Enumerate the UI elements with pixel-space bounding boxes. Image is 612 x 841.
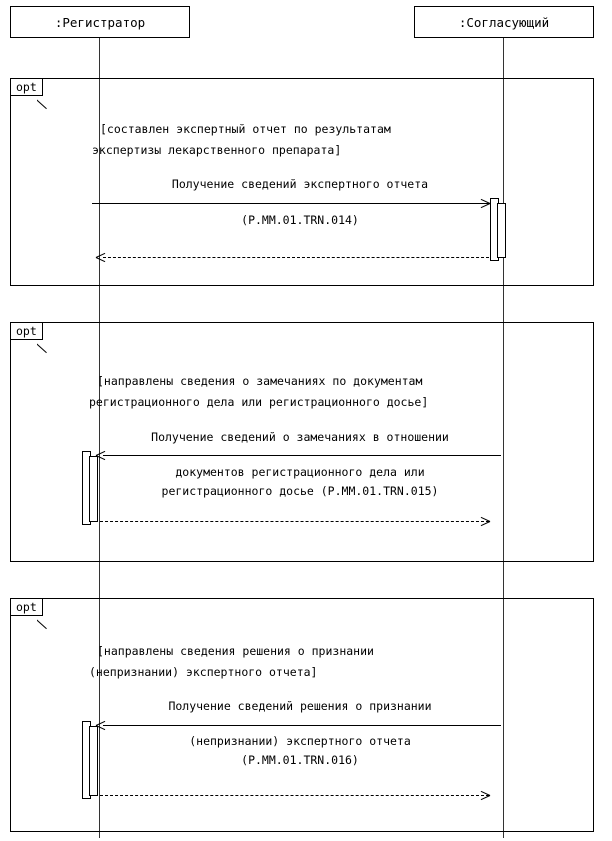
message-5-label-line-2: (непризнании) экспертного отчета: [189, 734, 411, 748]
message-3-line: [103, 455, 501, 456]
fragment-opt-3-guard-line-1: [направлены сведения решения о признании: [97, 644, 374, 658]
lifeline-label: :Согласующий: [458, 15, 550, 30]
fragment-opt-2-guard-line-1: [направлены сведения о замечаниях по документам: [97, 374, 423, 388]
message-3-label-line-1: Получение сведений о замечаниях в отношении: [151, 430, 449, 444]
message-6-arrowhead-icon: [481, 791, 490, 800]
fragment-operator-label: opt: [11, 599, 43, 616]
fragment-corner-icon: [37, 616, 51, 630]
activation-bar-3-inner: [89, 726, 98, 796]
message-6-return-line: [100, 795, 489, 796]
message-2-return-line: [103, 257, 489, 258]
message-1-arrowhead-icon: [481, 199, 490, 208]
fragment-opt-1-guard-line-1: [составлен экспертный отчет по результатам: [100, 122, 391, 136]
message-5-line: [103, 725, 501, 726]
message-5-label-line-1: Получение сведений решения о признании: [168, 699, 432, 713]
fragment-opt-3: [10, 598, 594, 832]
fragment-corner-icon: [37, 340, 51, 354]
lifeline-head-registrator[interactable]: [10, 6, 190, 38]
message-4-return-line: [100, 521, 489, 522]
activation-bar-1-inner: [497, 203, 506, 258]
lifeline-head-soglasuyushchiy[interactable]: [414, 6, 594, 38]
fragment-operator-label: opt: [11, 79, 43, 96]
message-2-arrowhead-icon: [96, 253, 105, 262]
fragment-corner-icon: [37, 96, 51, 110]
message-5-label-line-3: (P.MM.01.TRN.016): [241, 753, 359, 767]
message-3-label-line-3: регистрационного досье (P.MM.01.TRN.015): [161, 484, 439, 498]
fragment-opt-2-guard-line-2: регистрационного дела или регистрационного досье]: [89, 395, 429, 409]
message-1-line: [92, 203, 489, 204]
fragment-operator-label: opt: [11, 323, 43, 340]
message-3-label-line-2: документов регистрационного дела или: [175, 465, 425, 479]
message-1-label-line-2: (P.MM.01.TRN.014): [241, 213, 359, 227]
activation-bar-2-inner: [89, 456, 98, 522]
fragment-opt-3-guard-line-2: (непризнании) экспертного отчета]: [89, 665, 318, 679]
lifeline-label: :Регистратор: [54, 15, 146, 30]
fragment-opt-1-guard-line-2: экспертизы лекарственного препарата]: [92, 143, 342, 157]
message-4-arrowhead-icon: [481, 517, 490, 526]
message-1-label-line-1: Получение сведений экспертного отчета: [171, 177, 429, 191]
